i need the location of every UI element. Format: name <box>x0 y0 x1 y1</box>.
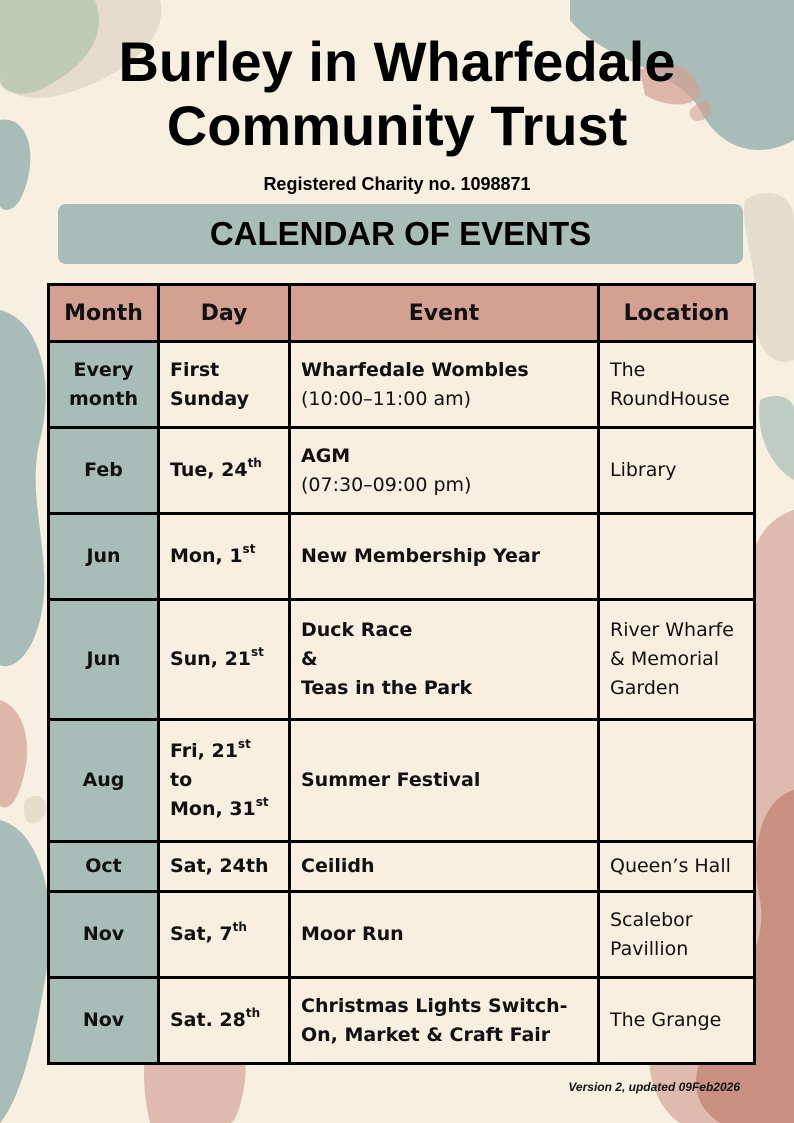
day-line <box>170 737 278 766</box>
cell-line: RoundHouse <box>610 387 730 410</box>
event-cell <box>290 428 599 514</box>
cell-line: Library <box>610 459 677 481</box>
day-ordinal: st <box>237 736 251 751</box>
event-cell <box>290 600 599 720</box>
cell-line: Jun <box>86 648 121 670</box>
day-line <box>170 1006 278 1035</box>
cell-line: Jun <box>86 545 121 567</box>
location-cell <box>599 342 755 428</box>
cell-line: The Grange <box>610 1009 722 1031</box>
cell-line: Scalebor <box>610 908 693 931</box>
event-cell <box>290 720 599 842</box>
location-cell <box>599 720 755 842</box>
day-ordinal: st <box>251 644 264 659</box>
event-cell <box>290 514 599 600</box>
cell-line: Queen’s Hall <box>610 855 731 877</box>
cell-line: (07:30–09:00 pm) <box>301 473 472 496</box>
cell-line: (10:00–11:00 am) <box>301 387 472 410</box>
day-cell <box>159 892 290 978</box>
events-table <box>47 283 756 1065</box>
version-note: Version 2, updated 09Feb2026 <box>568 1080 740 1094</box>
event-cell <box>290 842 599 892</box>
day-line <box>170 645 278 674</box>
day-text: Sunday <box>170 387 249 410</box>
month-cell <box>49 514 159 600</box>
cell-line: Christmas Lights Switch- <box>301 994 568 1017</box>
day-line <box>170 920 278 949</box>
month-cell <box>49 978 159 1064</box>
cell-line: On, Market & Craft Fair <box>301 1023 551 1046</box>
cell-line: The <box>610 358 646 381</box>
cell-line: Nov <box>82 1009 125 1031</box>
month-cell <box>49 428 159 514</box>
cell-line: Feb <box>84 459 123 481</box>
cell-line: Teas in the Park <box>301 677 473 699</box>
cell-line: month <box>69 387 138 410</box>
month-cell <box>49 720 159 842</box>
location-cell <box>599 892 755 978</box>
day-text: First <box>170 358 220 381</box>
cell-line: Garden <box>610 677 680 699</box>
cell-line: Aug <box>82 769 125 791</box>
title-line-1: Burley in Wharfedale <box>118 30 676 93</box>
day-text: to <box>170 769 193 791</box>
header-day: Day <box>159 285 290 342</box>
location-cell <box>599 514 755 600</box>
day-cell <box>159 842 290 892</box>
day-text: Mon, 31 <box>170 798 256 820</box>
location-cell <box>599 842 755 892</box>
cell-line: Nov <box>82 923 125 945</box>
header-location: Location <box>599 285 755 342</box>
table-row <box>49 600 755 720</box>
day-text: Sat, 7 <box>170 923 233 945</box>
day-line <box>170 356 278 385</box>
table-row <box>49 720 755 842</box>
day-line <box>170 795 278 824</box>
day-text: Fri, 21 <box>170 740 238 762</box>
month-cell <box>49 342 159 428</box>
table-row <box>49 892 755 978</box>
location-cell <box>599 978 755 1064</box>
day-line <box>170 456 278 485</box>
cell-line: & Memorial <box>610 648 720 670</box>
month-cell <box>49 600 159 720</box>
cell-line: & <box>301 648 318 670</box>
table-row <box>49 978 755 1064</box>
table-row <box>49 514 755 600</box>
day-text: Tue, 24 <box>170 459 248 481</box>
cell-line: Summer Festival <box>301 769 481 791</box>
cell-line: Every <box>73 358 134 381</box>
day-cell <box>159 428 290 514</box>
location-cell <box>599 600 755 720</box>
cell-line: Duck Race <box>301 619 413 641</box>
day-cell <box>159 600 290 720</box>
day-text: Sun, 21 <box>170 648 252 670</box>
day-ordinal: st <box>255 794 269 809</box>
day-line <box>170 766 278 795</box>
cell-line: Moor Run <box>301 923 404 945</box>
day-line <box>170 542 278 571</box>
day-ordinal: th <box>245 1005 261 1020</box>
day-text: Sat. 28 <box>170 1009 246 1031</box>
day-ordinal: st <box>242 541 256 556</box>
month-cell <box>49 842 159 892</box>
cell-line: New Membership Year <box>301 545 541 567</box>
cell-line: Ceilidh <box>301 855 375 877</box>
cell-line: River Wharfe <box>610 619 734 641</box>
day-cell <box>159 978 290 1064</box>
cell-line: Pavillion <box>610 937 689 960</box>
cell-line: Oct <box>85 855 122 877</box>
day-cell <box>159 720 290 842</box>
day-cell <box>159 342 290 428</box>
day-line <box>170 852 278 881</box>
charity-number: Registered Charity no. 1098871 <box>263 174 531 194</box>
table-row <box>49 342 755 428</box>
day-text: Mon, 1 <box>170 545 243 567</box>
page-title <box>0 30 794 158</box>
month-cell <box>49 892 159 978</box>
day-text: Sat, 24th <box>170 855 269 877</box>
day-line <box>170 385 278 414</box>
day-ordinal: th <box>232 919 247 934</box>
cell-line: AGM <box>301 444 351 467</box>
day-ordinal: th <box>247 455 262 470</box>
event-cell <box>290 978 599 1064</box>
event-cell <box>290 892 599 978</box>
cell-line: Wharfedale Wombles <box>301 358 529 381</box>
title-line-2: Community Trust <box>166 94 628 157</box>
table-row <box>49 428 755 514</box>
calendar-banner: CALENDAR OF EVENTS <box>58 204 743 264</box>
location-cell <box>599 428 755 514</box>
header-event: Event <box>290 285 599 342</box>
day-cell <box>159 514 290 600</box>
table-header-row <box>49 285 755 342</box>
header-month: Month <box>49 285 159 342</box>
table-row <box>49 842 755 892</box>
event-cell <box>290 342 599 428</box>
